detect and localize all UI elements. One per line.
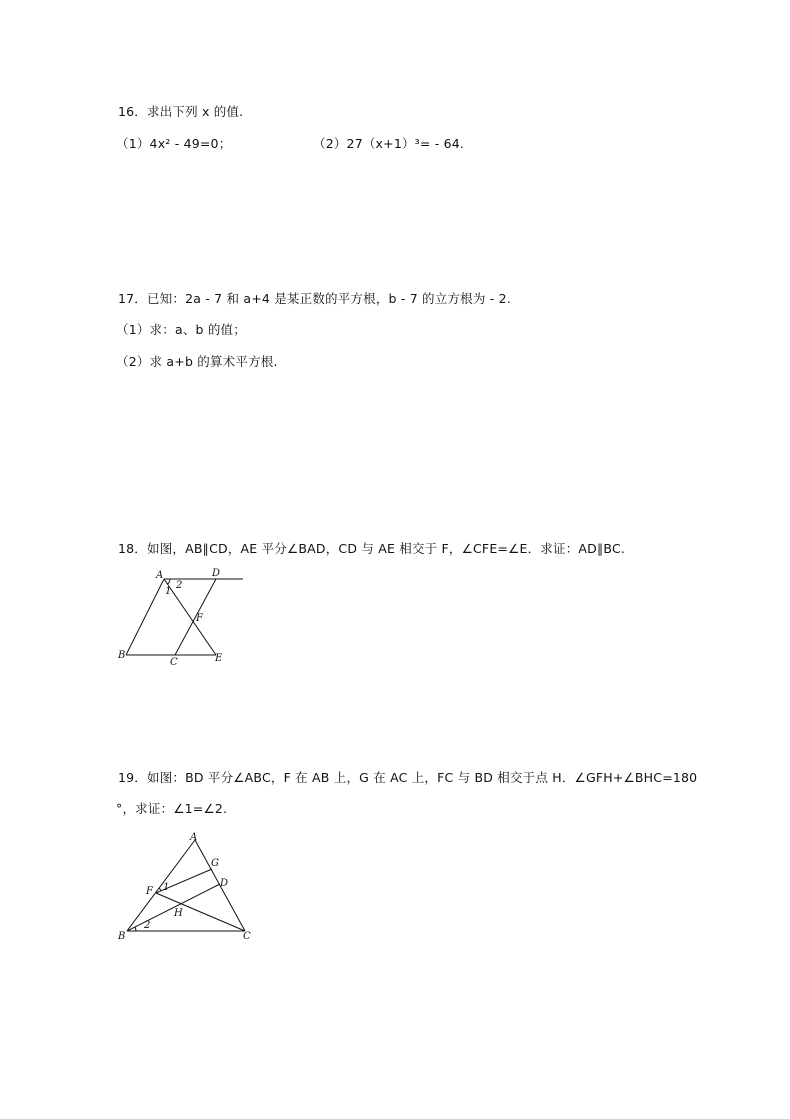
q18-label-C: C	[170, 657, 178, 668]
q19-line-AB	[127, 840, 195, 931]
q18-label-2: 2	[176, 580, 183, 591]
q19-label-F: F	[146, 886, 153, 897]
q18-label-E: E	[215, 653, 223, 664]
q16-part1: （1）4x² - 49=0；	[116, 136, 232, 151]
q19-title-line1: 19．如图：BD 平分∠ABC，F 在 AB 上，G 在 AC 上，FC 与 BD 相交于点 H．∠GFH+∠BHC=180	[118, 770, 698, 785]
q19-label-H: H	[174, 908, 183, 919]
q19-label-2: 2	[144, 920, 151, 931]
q19-title-line2: °，求证：∠1=∠2.	[116, 801, 228, 816]
q16-title: 16．求出下列 x 的值.	[118, 104, 244, 119]
q19-angle-arc-2	[135, 927, 136, 931]
q19-figure	[112, 830, 260, 945]
q18-label-B: B	[118, 650, 126, 661]
q18-figure	[112, 566, 252, 668]
q19-label-G: G	[211, 858, 219, 869]
q19-label-C: C	[243, 931, 251, 942]
q19-label-D: D	[220, 878, 229, 889]
q18-line-AB	[126, 579, 164, 655]
q18-title: 18．如图，AB∥CD，AE 平分∠BAD，CD 与 AE 相交于 F，∠CFE=∠E．求证：AD∥BC.	[118, 541, 626, 556]
q18-label-1: 1	[165, 586, 172, 597]
q19-line-FC	[156, 893, 245, 931]
q19-label-B: B	[118, 931, 126, 942]
q18-line-AE	[164, 579, 216, 655]
q16-part2: （2）27（x+1）³= - 64.	[313, 136, 465, 151]
q19-label-A: A	[190, 832, 198, 843]
q18-label-F: F	[196, 613, 203, 624]
q18-label-D: D	[212, 568, 221, 579]
q17-part2: （2）求 a+b 的算术平方根.	[116, 354, 278, 369]
q18-label-A: A	[156, 570, 164, 581]
q19-label-1: 1	[163, 882, 170, 893]
q18-angle-arc	[168, 579, 171, 584]
q17-title: 17．已知：2a - 7 和 a+4 是某正数的平方根，b - 7 的立方根为 - 2.	[118, 291, 511, 306]
q17-part1: （1）求：a、b 的值；	[116, 322, 246, 337]
q19-angle-arc-1	[159, 888, 161, 891]
